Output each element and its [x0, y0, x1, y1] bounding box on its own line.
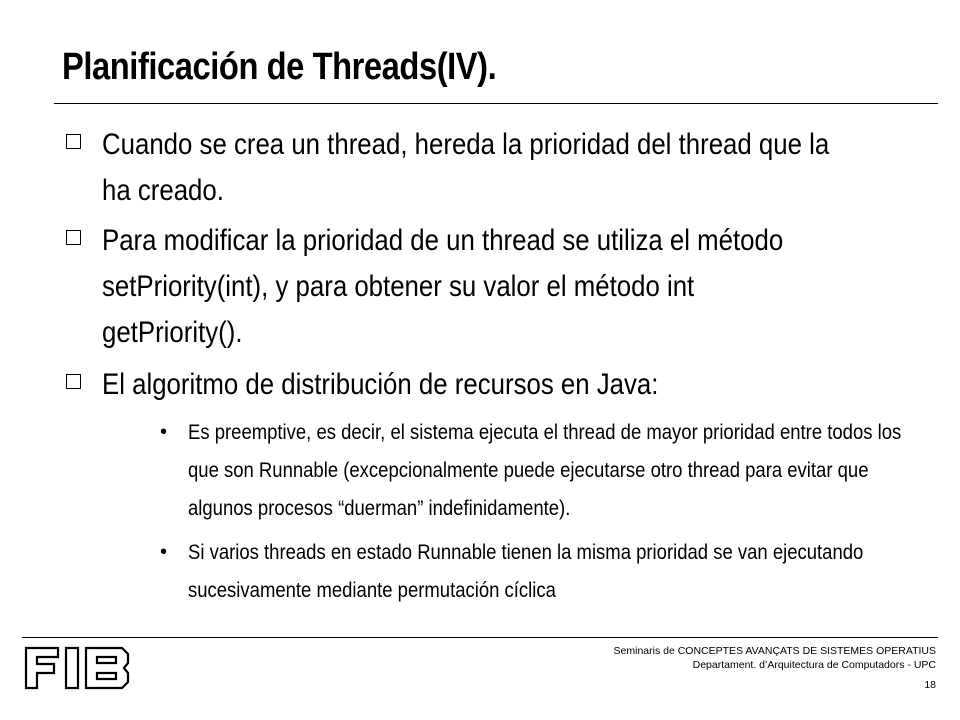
footer-info — [614, 644, 936, 672]
square-bullet-icon — [66, 230, 81, 245]
bullet-text: Para modificar la prioridad de un thread se utiliza el método setPriority(int), y para obtener su valor el método int getPriority(). — [102, 224, 784, 349]
sub-bullet-text: Si varios threads en estado Runnable tienen la misma prioridad se van ejecutando sucesivamente mediante permutación cíclica — [188, 540, 864, 602]
fib-logo-svg — [24, 646, 132, 690]
square-bullet-icon — [66, 134, 81, 149]
footer-course: Seminaris de CONCEPTES AVANÇATS DE SISTEMES OPERATIUS — [613, 645, 936, 657]
sub-bullet-text: Es preemptive, es decir, el sistema ejecuta el thread de mayor prioridad entre todos los que son Runnable (excepcionalmente puede ejecutarse otro thread para evitar que algunos procesos “duerman” indefinidamente). — [188, 420, 902, 520]
footer-department: Departament. d’Arquitectura de Computadors - UPC — [692, 659, 936, 671]
page-number: 18 — [924, 679, 936, 691]
footer-divider — [22, 637, 938, 638]
bullet-text: El algoritmo de distribución de recursos en Java: — [102, 368, 659, 401]
fib-logo-icon — [24, 646, 132, 695]
page-title: Planificación de Threads(IV). — [62, 46, 497, 88]
dot-bullet-icon: • — [160, 541, 168, 563]
dot-bullet-icon: • — [160, 421, 168, 443]
square-bullet-icon — [66, 374, 81, 389]
bullet-text: Cuando se crea un thread, hereda la prioridad del thread que la ha creado. — [102, 128, 830, 207]
title-divider — [54, 103, 938, 104]
